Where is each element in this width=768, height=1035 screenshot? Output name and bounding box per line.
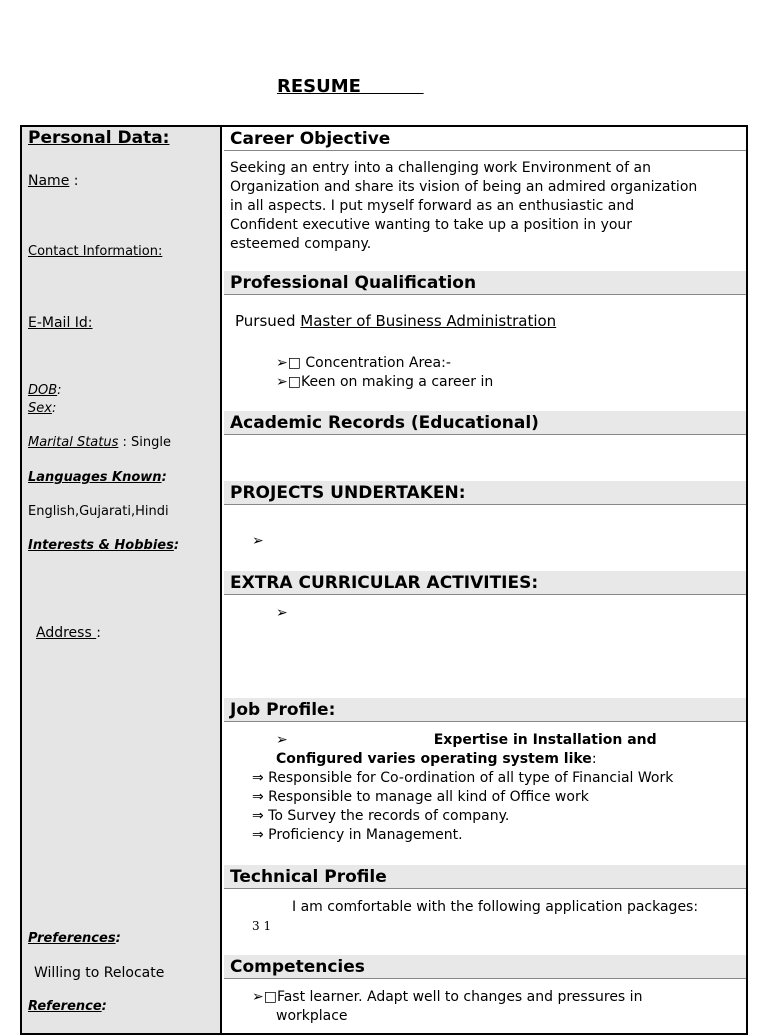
professional-qualification-heading: Professional Qualification — [224, 271, 746, 295]
marital-status-field: Marital Status : Single — [28, 435, 171, 450]
job-profile-item: ⇒ Responsible to manage all kind of Office work — [252, 789, 589, 805]
job-profile-item: ⇒ Responsible for Co-ordination of all type of Financial Work — [252, 770, 674, 786]
job-profile-heading: Job Profile: — [224, 698, 746, 722]
qualification-bullet-2: ➢□Keen on making a career in — [276, 374, 494, 390]
competencies-heading: Competencies — [224, 955, 746, 979]
job-profile-list — [252, 769, 673, 845]
job-profile-item: ⇒ To Survey the records of company. — [252, 808, 510, 824]
reference-label: Reference: — [28, 999, 107, 1014]
preferences-value: Willing to Relocate — [34, 965, 165, 981]
sex-field: Sex: — [28, 401, 57, 416]
dob-field: DOB: — [28, 383, 62, 398]
career-objective-text: Seeking an entry into a challenging work Environment of an Organization and share its vision of being an admired organization in all aspects. I put myself forward as an enthusiastic and Confident executive wanting to take up a position in your esteemed company. — [230, 160, 698, 252]
email-label: E-Mail Id: — [28, 315, 93, 331]
technical-profile-numbers: 3 1 — [252, 919, 272, 933]
job-profile-lead: ➢ Expertise in Installation and Configured varies operating system like: — [276, 732, 657, 767]
academic-records-heading: Academic Records (Educational) — [224, 411, 746, 435]
qualification-bullet-1: ➢□ Concentration Area:- — [276, 355, 451, 371]
languages-value: English,Gujarati,Hindi — [28, 504, 169, 519]
interests-hobbies-label: Interests & Hobbies: — [28, 538, 180, 553]
qualification-line: Pursued Master of Business Administration — [235, 312, 557, 330]
job-profile-item: ⇒ Proficiency in Management. — [252, 827, 463, 843]
address-field: Address : — [36, 625, 101, 641]
details-column — [224, 127, 746, 1033]
resume-title: RESUME — [277, 76, 361, 97]
resume-table — [20, 125, 748, 1035]
competencies-text: ➢□Fast learner. Adapt well to changes and pressures in workplace — [252, 989, 643, 1024]
technical-profile-text: I am comfortable with the following application packages: — [292, 899, 699, 915]
extra-curricular-heading: EXTRA CURRICULAR ACTIVITIES: — [224, 571, 746, 595]
technical-profile-heading: Technical Profile — [224, 865, 746, 889]
contact-information-label: Contact Information: — [28, 244, 163, 259]
projects-heading: PROJECTS UNDERTAKEN: — [224, 481, 746, 505]
projects-bullet: ➢ — [252, 533, 264, 549]
languages-known-label: Languages Known: — [28, 470, 167, 485]
preferences-label: Preferences: — [28, 931, 121, 946]
personal-data-heading: Personal Data: — [28, 128, 170, 148]
personal-data-column — [22, 127, 222, 1033]
career-objective-heading: Career Objective — [224, 127, 746, 151]
extra-curricular-bullet: ➢ — [276, 605, 288, 621]
name-field: Name : — [28, 173, 79, 189]
